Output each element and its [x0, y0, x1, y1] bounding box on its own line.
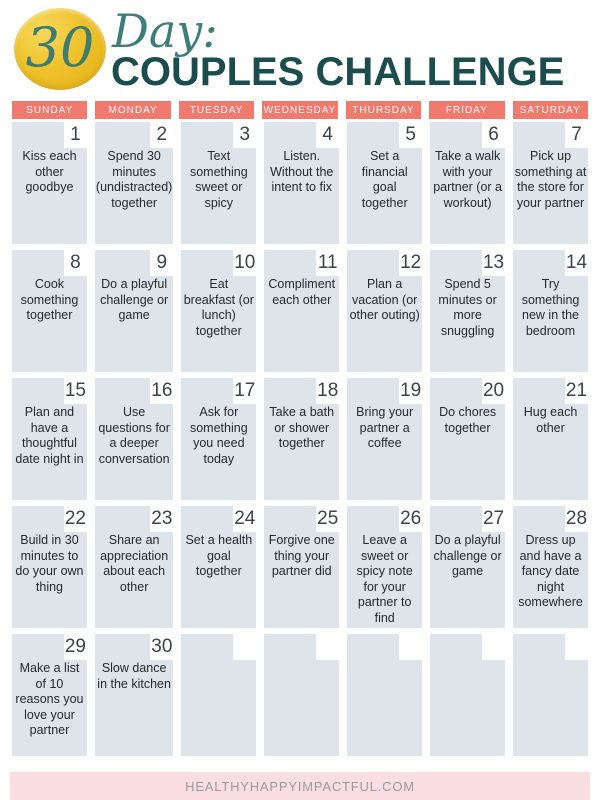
- day-task: Spend 5 minutes or more snuggling: [438, 277, 497, 338]
- day-number: 3: [233, 122, 256, 148]
- day-cell: [264, 122, 339, 244]
- day-task: Do a playful challenge or game: [433, 533, 502, 578]
- day-number: 5: [399, 122, 422, 148]
- day-task: Build in 30 minutes to do your own thing: [15, 533, 84, 594]
- day-cell: [95, 378, 173, 500]
- weekday-header: SATURDAY: [513, 101, 588, 119]
- weekday-header: THURSDAY: [346, 101, 421, 119]
- day-task: Use questions for a deeper conversation: [98, 405, 170, 466]
- day-task: Do chores together: [439, 405, 497, 435]
- day-task: Take a walk with your partner (or a workout): [433, 149, 502, 210]
- day-cell: [513, 506, 588, 628]
- day-cell: [347, 506, 422, 628]
- day-number: [233, 634, 256, 660]
- weekday-header: FRIDAY: [429, 101, 504, 119]
- day-cell: [181, 506, 256, 628]
- day-cell: [430, 378, 505, 500]
- day-number: 20: [482, 378, 505, 404]
- day-cell: [430, 506, 505, 628]
- day-number: 4: [316, 122, 339, 148]
- day-task: Set a health goal together: [185, 533, 253, 578]
- day-cell: [181, 122, 256, 244]
- day-number: 16: [150, 378, 173, 404]
- day-task: Ask for something you need today: [189, 405, 248, 466]
- day-task: Try something new in the bedroom: [521, 277, 580, 338]
- day-number: 14: [565, 250, 588, 276]
- day-number: 25: [316, 506, 339, 532]
- day-number: 7: [565, 122, 588, 148]
- day-number: 27: [482, 506, 505, 532]
- day-cell: [347, 378, 422, 500]
- day-task: Cook something together: [20, 277, 79, 322]
- day-task: Slow dance in the kitchen: [97, 661, 171, 691]
- day-cell: [513, 122, 588, 244]
- day-cell: [513, 378, 588, 500]
- day-cell: [513, 634, 588, 756]
- weekday-header: WEDNESDAY: [262, 101, 337, 119]
- day-cell: [264, 378, 339, 500]
- day-cell: [181, 634, 256, 756]
- day-number: 12: [399, 250, 422, 276]
- footer-bar: [10, 772, 590, 800]
- day-number: 18: [316, 378, 339, 404]
- day-task: Set a financial goal together: [361, 149, 408, 210]
- day-number: 9: [150, 250, 173, 276]
- day-label: Day:: [112, 4, 218, 58]
- day-task: Listen. Without the intent to fix: [270, 149, 334, 194]
- day-cell: [347, 250, 422, 372]
- day-cell: [513, 250, 588, 372]
- day-number: 21: [565, 378, 588, 404]
- day-number: 15: [64, 378, 87, 404]
- weekday-header: MONDAY: [95, 101, 170, 119]
- day-number: [565, 634, 588, 660]
- day-number: 13: [482, 250, 505, 276]
- day-cell: [95, 250, 173, 372]
- weekday-row: [12, 101, 588, 119]
- day-cell: [430, 250, 505, 372]
- day-task: Dress up and have a fancy date night somewhere: [518, 533, 583, 609]
- day-number: 24: [233, 506, 256, 532]
- day-number: 17: [233, 378, 256, 404]
- day-cell: [12, 506, 87, 628]
- day-number: [316, 634, 339, 660]
- day-number: 19: [399, 378, 422, 404]
- day-cell: [181, 250, 256, 372]
- thirty-badge: [14, 8, 106, 90]
- website-url: HEALTHYHAPPYIMPACTFUL.COM: [185, 778, 415, 794]
- badge-number: 30: [25, 15, 95, 79]
- day-task: Forgive one thing your partner did: [268, 533, 335, 578]
- day-number: 29: [64, 634, 87, 660]
- day-task: Plan a vacation (or other outing): [349, 277, 420, 322]
- calendar-grid: [12, 122, 588, 756]
- day-cell: [181, 378, 256, 500]
- day-number: [482, 634, 505, 660]
- day-cell: [264, 250, 339, 372]
- day-number: 23: [150, 506, 173, 532]
- day-task: Spend 30 minutes (undistracted) together: [95, 149, 173, 210]
- day-cell: [95, 506, 173, 628]
- day-cell: [12, 122, 87, 244]
- day-cell: [95, 634, 173, 756]
- day-number: 2: [150, 122, 173, 148]
- day-cell: [95, 122, 173, 244]
- day-cell: [12, 634, 87, 756]
- day-cell: [347, 634, 422, 756]
- day-task: Take a bath or shower together: [269, 405, 335, 450]
- day-cell: [264, 634, 339, 756]
- day-number: 11: [316, 250, 339, 276]
- day-task: Hug each other: [523, 405, 578, 435]
- day-cell: [12, 250, 87, 372]
- day-task: Plan and have a thoughtful date night in: [15, 405, 84, 466]
- day-number: 28: [565, 506, 588, 532]
- day-task: Bring your partner a coffee: [356, 405, 414, 450]
- day-number: 6: [482, 122, 505, 148]
- day-task: Make a list of 10 reasons you love your partner: [15, 661, 84, 737]
- weekday-header: TUESDAY: [179, 101, 254, 119]
- day-cell: [430, 122, 505, 244]
- day-cell: [347, 122, 422, 244]
- day-number: 1: [64, 122, 87, 148]
- day-number: 22: [64, 506, 87, 532]
- day-task: Eat breakfast (or lunch) together: [183, 277, 254, 338]
- day-cell: [430, 634, 505, 756]
- day-number: 26: [399, 506, 422, 532]
- day-number: [399, 634, 422, 660]
- day-task: Leave a sweet or spicy note for your partner to find: [356, 533, 413, 625]
- day-number: 10: [233, 250, 256, 276]
- day-task: Pick up something at the store for your partner: [514, 149, 587, 210]
- day-task: Text something sweet or spicy: [189, 149, 248, 210]
- day-task: Do a playful challenge or game: [100, 277, 169, 322]
- day-cell: [12, 378, 87, 500]
- day-task: Compliment each other: [268, 277, 336, 307]
- day-task: Kiss each other goodbye: [22, 149, 77, 194]
- day-task: Share an appreciation about each other: [100, 533, 169, 594]
- day-number: 8: [64, 250, 87, 276]
- page-title: COUPLES CHALLENGE: [111, 50, 565, 94]
- weekday-header: SUNDAY: [12, 101, 87, 119]
- day-cell: [264, 506, 339, 628]
- day-number: 30: [150, 634, 173, 660]
